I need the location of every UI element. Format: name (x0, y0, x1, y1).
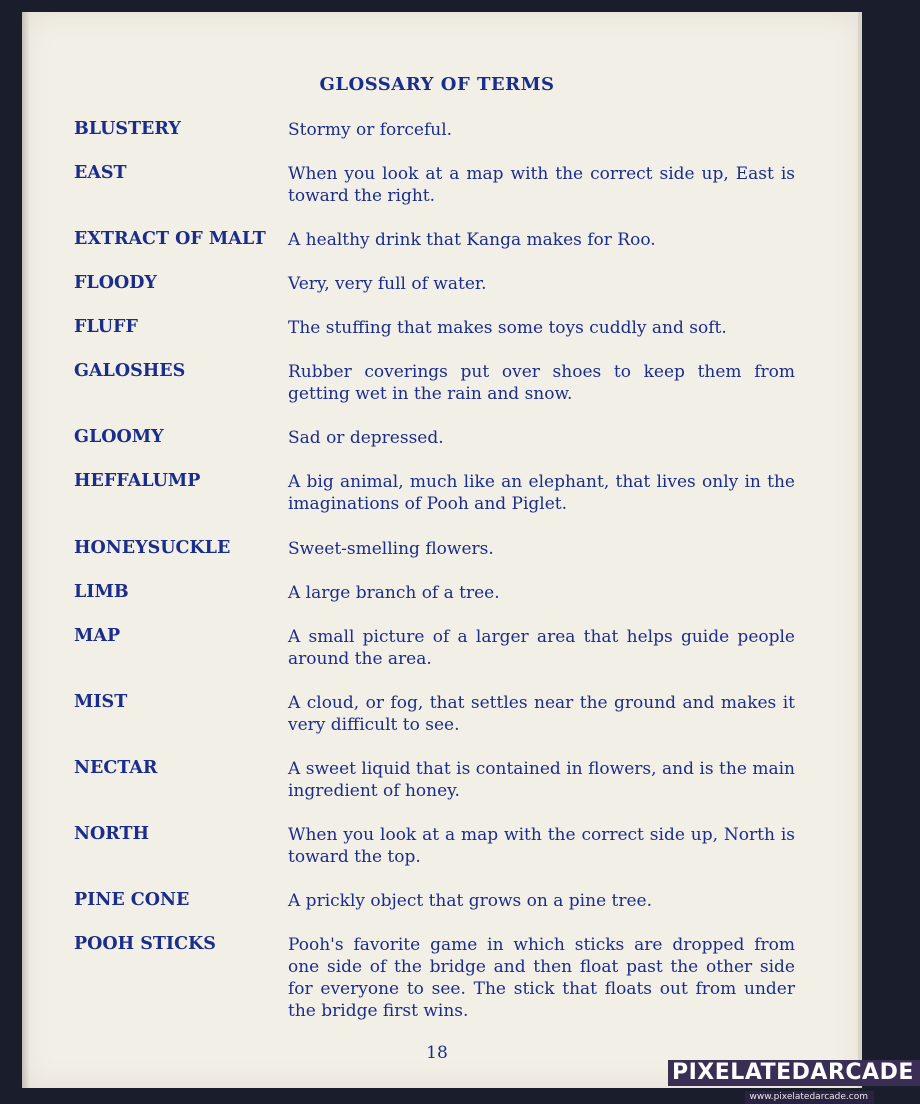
glossary-term: BLUSTERY (74, 119, 181, 139)
glossary-term: FLOODY (74, 273, 157, 293)
glossary-definition: A healthy drink that Kanga makes for Roo. (288, 230, 656, 250)
glossary-term: MIST (74, 692, 128, 712)
glossary-definition: A large branch of a tree. (288, 583, 500, 603)
glossary-term: NORTH (74, 824, 150, 844)
glossary-term: PINE CONE (74, 890, 190, 910)
glossary-definition: A big animal, much like an elephant, that lives only in the imaginations of Pooh and Piglet. (288, 472, 795, 514)
watermark (668, 1060, 914, 1102)
glossary-definition: A cloud, or fog, that settles near the ground and makes it very difficult to see. (288, 693, 795, 735)
glossary-definition: Rubber coverings put over shoes to keep them from getting wet in the rain and snow. (288, 362, 795, 404)
glossary-term: GLOOMY (74, 427, 164, 447)
glossary-definition: A small picture of a larger area that helps guide people around the area. (288, 627, 795, 669)
glossary-term: EXTRACT OF MALT (74, 229, 266, 249)
page-title: GLOSSARY OF TERMS (319, 74, 555, 95)
glossary-definition: When you look at a map with the correct side up, East is toward the right. (288, 164, 795, 206)
glossary-definition: A sweet liquid that is contained in flowers, and is the main ingredient of honey. (288, 759, 795, 801)
glossary-definition: Sweet-smelling flowers. (288, 539, 494, 559)
watermark-url: www.pixelatedarcade.com (745, 1091, 874, 1104)
glossary-term: POOH STICKS (74, 934, 216, 954)
glossary-definition: The stuffing that makes some toys cuddly and soft. (288, 318, 727, 338)
glossary-term: FLUFF (74, 317, 138, 337)
glossary-definition: Pooh's favorite game in which sticks are dropped from one side of the bridge and then float past the other side for everyone to see. The stick that floats out from under the bridge first wins. (288, 935, 795, 1021)
binding-shadow (22, 12, 30, 1088)
glossary-definition: Sad or depressed. (288, 428, 444, 448)
glossary-definition: When you look at a map with the correct side up, North is toward the top. (288, 825, 795, 867)
glossary-term: NECTAR (74, 758, 158, 778)
glossary-term: EAST (74, 163, 127, 183)
glossary-term: HONEYSUCKLE (74, 538, 231, 558)
glossary-definition: Very, very full of water. (288, 274, 487, 294)
page-number: 18 (426, 1043, 448, 1063)
glossary-term: MAP (74, 626, 121, 646)
page-edge (858, 12, 862, 1088)
glossary-definition: A prickly object that grows on a pine tree. (288, 891, 653, 911)
watermark-logo: PIXELATEDARCADE (668, 1060, 920, 1086)
glossary-term: HEFFALUMP (74, 471, 201, 491)
glossary-term: LIMB (74, 582, 129, 602)
glossary-definition: Stormy or forceful. (288, 120, 453, 140)
glossary-term: GALOSHES (74, 361, 186, 381)
